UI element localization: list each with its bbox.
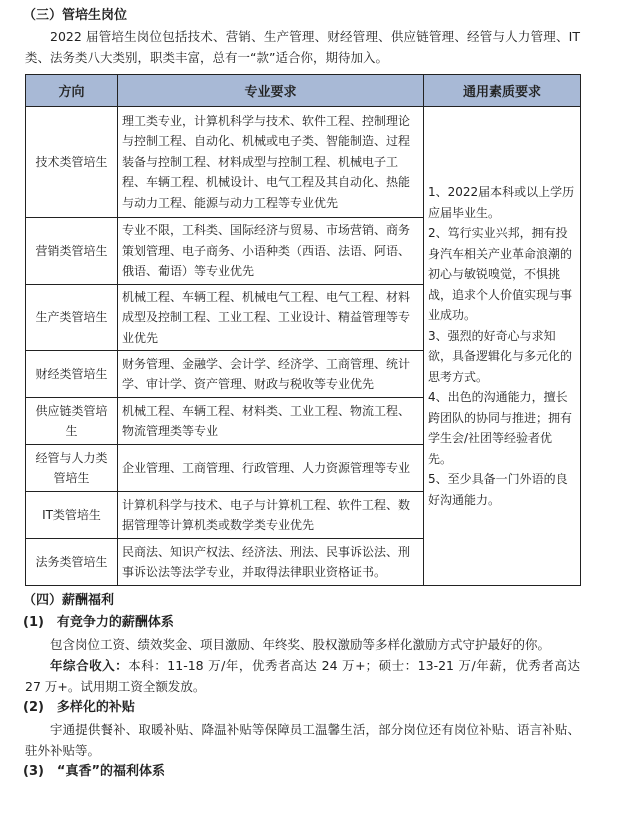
direction-cell: 法务类管培生 bbox=[26, 539, 118, 586]
requirement-cell: 计算机科学与技术、电子与计算机工程、软件工程、数据管理等计算机类或数学类专业优先 bbox=[118, 492, 424, 539]
table-row bbox=[26, 107, 581, 218]
section-title-positions: （三）管培生岗位 bbox=[23, 8, 128, 23]
positions-table bbox=[25, 74, 581, 586]
direction-cell: 供应链类管培生 bbox=[26, 398, 118, 445]
direction-cell: 经管与人力类管培生 bbox=[26, 445, 118, 492]
requirement-cell: 理工类专业，计算机科学与技术、软件工程、控制理论与控制工程、自动化、机械或电子类、智能制造、过程装备与控制工程、材料成型与控制工程、机械电子工程、车辆工程、机械设计、电气工程及其自动化、热能与动力工程、能源与动力工程等专业优先 bbox=[118, 107, 424, 218]
qualification-item: 1、2022届本科或以上学历应届毕业生。 bbox=[428, 185, 575, 220]
header-requirement: 专业要求 bbox=[118, 75, 424, 107]
subsection-title-salary: (1) 有竞争力的薪酬体系 bbox=[23, 615, 174, 630]
annual-income-label: 年综合收入： bbox=[50, 658, 129, 673]
requirement-cell: 专业不限，工科类、国际经济与贸易、市场营销、商务策划管理、电子商务、小语种类（西语、法语、阿语、俄语、葡语）等专业优先 bbox=[118, 218, 424, 285]
subsection-title-benefits: (3) “真香”的福利体系 bbox=[23, 764, 166, 779]
annual-income-text: 本科：11-18 万/年，优秀者高达 24 万+；硕士：13-21 万/年薪，优秀者高达 27 万+。试用期工资全额发放。 bbox=[25, 658, 580, 694]
table-header-row bbox=[26, 75, 581, 107]
header-direction: 方向 bbox=[26, 75, 118, 107]
salary-body: 包含岗位工资、绩效奖金、项目激励、年终奖、股权激励等多样化激励方式守护最好的你。 bbox=[50, 637, 551, 652]
qualification-cell bbox=[424, 107, 581, 586]
document-page bbox=[25, 6, 580, 783]
qualification-item: 5、至少具备一门外语的良好沟通能力。 bbox=[428, 472, 568, 507]
subsection-title-allowances: (2) 多样化的补贴 bbox=[23, 700, 135, 715]
header-qualification: 通用素质要求 bbox=[424, 75, 581, 107]
positions-intro: 2022 届管培生岗位包括技术、营销、生产管理、财经管理、供应链管理、经管与人力管理、IT 类、法务类八大类别，职类丰富，总有一“款”适合你，期待加入。 bbox=[25, 29, 580, 65]
qualification-item: 2、笃行实业兴邦，拥有投身汽车相关产业革命浪潮的初心与敏锐嗅觉，不惧挑战，追求个人价值实现与事业成功。 bbox=[428, 226, 573, 322]
requirement-cell: 企业管理、工商管理、行政管理、人力资源管理等专业 bbox=[118, 445, 424, 492]
direction-cell: 营销类管培生 bbox=[26, 218, 118, 285]
requirement-cell: 机械工程、车辆工程、材料类、工业工程、物流工程、物流管理类等专业 bbox=[118, 398, 424, 445]
direction-cell: 财经类管培生 bbox=[26, 351, 118, 398]
requirement-cell: 财务管理、金融学、会计学、经济学、工商管理、统计学、审计学、资产管理、财政与税收等专业优先 bbox=[118, 351, 424, 398]
qualification-item: 4、出色的沟通能力，擅长跨团队的协同与推进；拥有学生会/社团等经验者优先。 bbox=[428, 390, 573, 466]
requirement-cell: 民商法、知识产权法、经济法、刑法、民事诉讼法、刑事诉讼法等法学专业，并取得法律职业资格证书。 bbox=[118, 539, 424, 586]
requirement-cell: 机械工程、车辆工程、机械电气工程、电气工程、材料成型及控制工程、工业工程、工业设计、精益管理等专业优先 bbox=[118, 284, 424, 351]
direction-cell: 技术类管培生 bbox=[26, 107, 118, 218]
allowances-body: 宇通提供餐补、取暖补贴、降温补贴等保障员工温馨生活，部分岗位还有岗位补贴、语言补贴、驻外补贴等。 bbox=[25, 722, 580, 758]
direction-cell: IT类管培生 bbox=[26, 492, 118, 539]
qualification-item: 3、强烈的好奇心与求知欲，具备逻辑化与多元化的思考方式。 bbox=[428, 328, 573, 384]
direction-cell: 生产类管培生 bbox=[26, 284, 118, 351]
annual-income-paragraph bbox=[25, 655, 580, 697]
section-title-compensation: （四）薪酬福利 bbox=[23, 593, 115, 608]
